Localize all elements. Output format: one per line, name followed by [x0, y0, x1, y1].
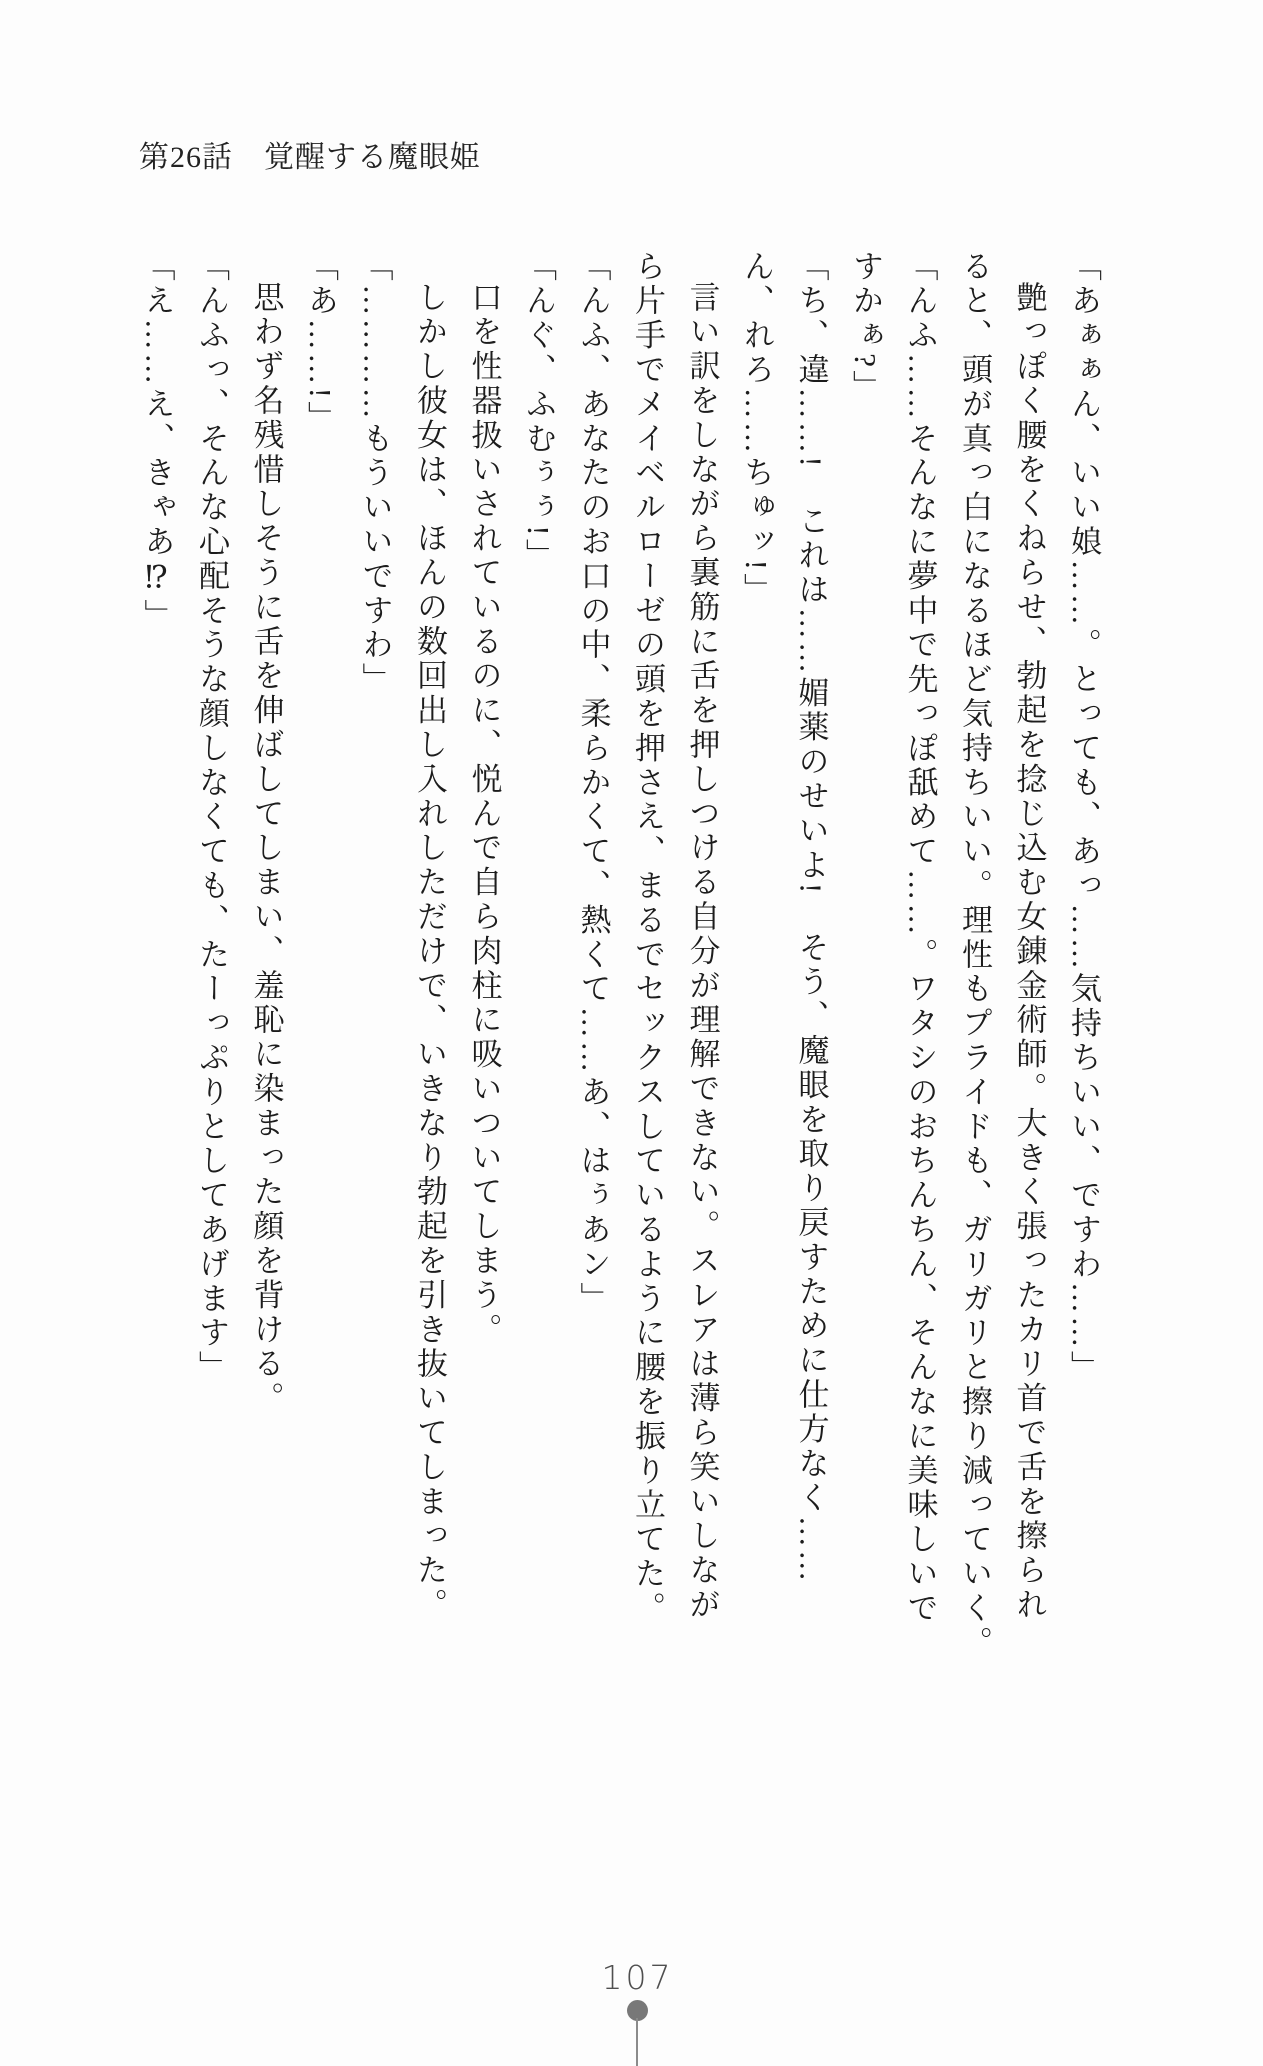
text-line: 口を性器扱いされているのに、悦んで自ら肉柱に吸いついてしまう。: [466, 281, 502, 1348]
text-line: すかぁ?」: [848, 250, 883, 405]
chapter-heading: 第26話 覚醒する魔眼姫: [139, 141, 481, 174]
text-line: 「あぁぁん、いい娘……。とっても、あっ……気持ちいい、ですわ……」: [1066, 250, 1101, 1386]
footer-stem-line: [636, 2018, 638, 2066]
text-line: 「んふっ、そんな心配そうな顔しなくても、たーっぷりとしてあげます」: [194, 250, 229, 1386]
text-line: 「んふ、あなたのお口の中、柔らかくて、熱くて……あ、はぅあン」: [575, 250, 611, 1317]
text-line: しかし彼女は、ほんの数回出し入れしただけで、いきなり勃起を引き抜いてしまった。: [412, 281, 447, 1623]
footer-ornament: [0, 1999, 1263, 2066]
text-line: ると、頭が真っ白になるほど気持ちいい。理性もプライドも、ガリガリと擦り減っていく。: [957, 250, 992, 1661]
text-line: ん、れろ……ちゅッ!」: [739, 250, 774, 608]
text-line: 言い訳をしながら裏筋に舌を押しつける自分が理解できない。スレアは薄ら笑いしなが: [684, 281, 720, 1623]
text-line: 「え……え、きゃあ⁉」: [139, 250, 175, 634]
text-line: 思わず名残惜しそうに舌を伸ばしてしまい、羞恥に染まった顔を背ける。: [248, 281, 284, 1417]
text-line: 「…………もういいですわ」: [357, 250, 393, 698]
text-line: 「ち、違……! これは……媚薬のせいよ! そう、魔眼を取り戻すために仕方なく……: [793, 250, 829, 1585]
footer-dot-icon: [627, 2000, 648, 2021]
body-text: [129, 250, 1110, 1661]
text-line: ら片手でメイベルローゼの頭を押さえ、まるでセックスしているように腰を振り立てた。: [630, 250, 665, 1626]
text-line: 艶っぽく腰をくねらせ、勃起を捻じ込む女錬金術師。大きく張ったカリ首で舌を擦られ: [1011, 281, 1047, 1623]
text-line: 「あ……!」: [303, 250, 338, 436]
page-number: 107: [601, 1958, 674, 1997]
text-line: 「んふ……そんなに夢中で先っぽ舐めて……。ワタシのおちんちん、そんなに美味しいで: [902, 250, 938, 1626]
text-line: 「んぐ、ふむぅぅ!」: [521, 250, 556, 574]
